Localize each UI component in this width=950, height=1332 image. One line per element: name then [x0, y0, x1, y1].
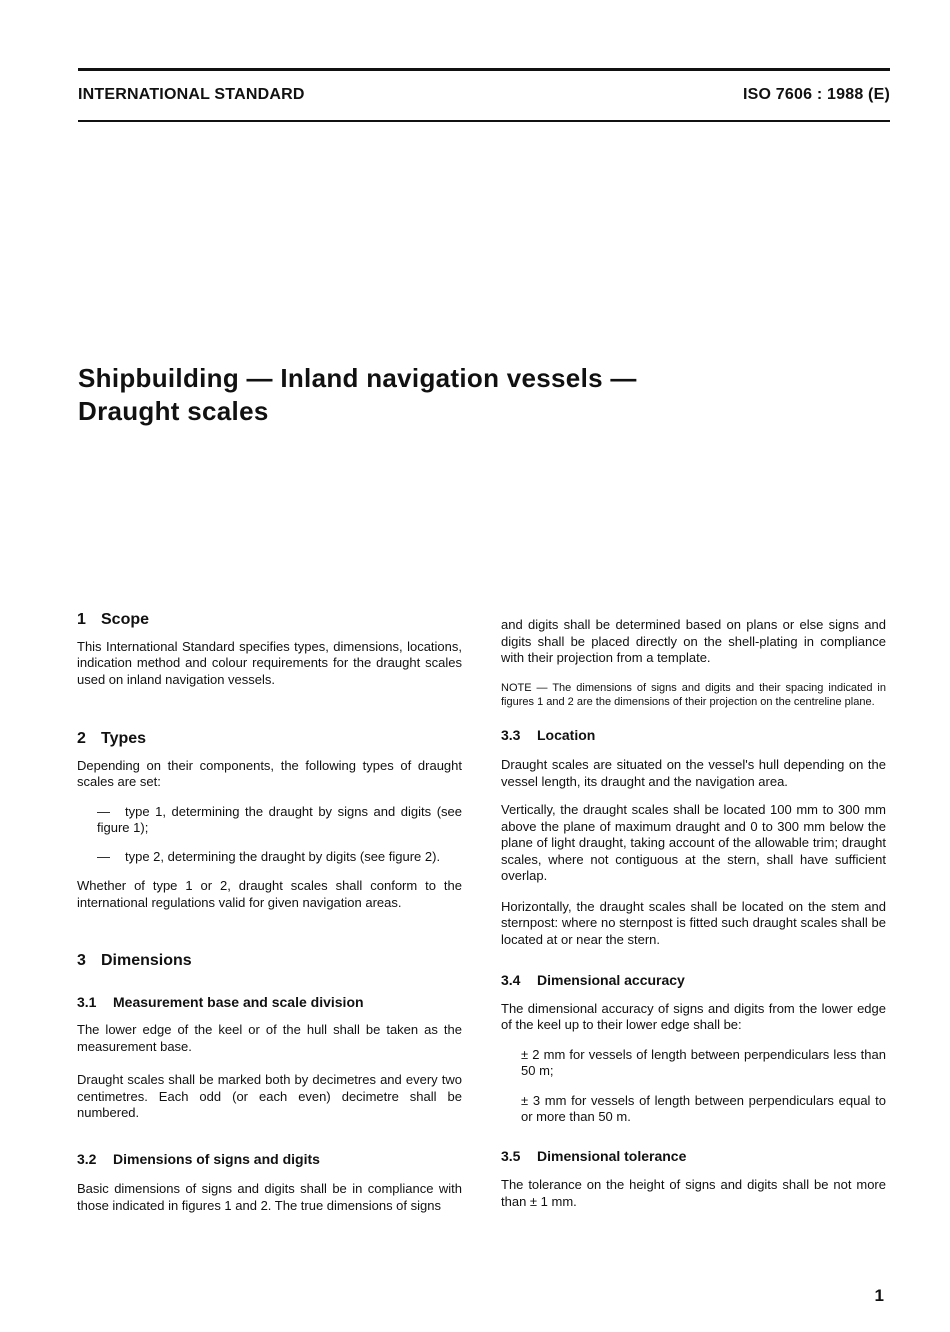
- title-line-2: Draught scales: [78, 396, 269, 426]
- header-top-rule: [78, 68, 890, 71]
- section-3-5-heading: 3.5 Dimensional tolerance: [501, 1147, 687, 1164]
- scope-paragraph: This International Standard specifies types, dimensions, locations, indication method and colour requirements for the draught scales used on inland navigation vessels.: [77, 638, 462, 687]
- section-3-2-heading: 3.2 Dimensions of signs and digits: [77, 1150, 320, 1167]
- types-conformity-paragraph: Whether of type 1 or 2, draught scales shall conform to the international regulations valid for given navigation areas.: [77, 878, 462, 910]
- header-bottom-rule: [78, 120, 890, 122]
- section-3-3-heading: 3.3 Location: [501, 726, 596, 743]
- types-list-item-1: — type 1, determining the draught by signs and digits (see figure 1);: [97, 803, 462, 835]
- section-3-1-heading: 3.1 Measurement base and scale division: [77, 993, 364, 1010]
- dimensions-signs-paragraph-continued: and digits shall be determined based on plans or else signs and digits shall be placed directly on the shell-plating in compliance with their projection from a template.: [501, 617, 886, 665]
- dimensions-note: NOTE — The dimensions of signs and digits and their spacing indicated in figures 1 and 2 are the dimensions of their projection on the centreline plane.: [501, 681, 886, 708]
- location-vertical-paragraph: Vertically, the draught scales shall be located 100 mm to 300 mm above the plane of maximum draught and 0 to 300 mm below the plane of light draught, taking account of the allowable trim; draught scales, where not contiguous at the stern, shall have sufficient overlap.: [501, 802, 886, 883]
- accuracy-item-less-50m: ± 2 mm for vessels of length between perpendiculars less than 50 m;: [521, 1046, 886, 1078]
- types-list-item-2: — type 2, determining the draught by digits (see figure 2).: [97, 848, 441, 864]
- location-horizontal-paragraph: Horizontally, the draught scales shall be located on the stem and sternpost: where no sternpost is fitted such draught scales shall be located at or near the stern.: [501, 898, 886, 947]
- measurement-base-paragraph: The lower edge of the keel or of the hull shall be taken as the measurement base.: [77, 1022, 462, 1054]
- right-column: [501, 612, 886, 1210]
- header-document-number: ISO 7606 : 1988 (E): [743, 86, 890, 103]
- section-1-heading: 1 Scope: [77, 611, 150, 628]
- section-3-heading: 3 Dimensions: [77, 952, 192, 969]
- title-line-1: Shipbuilding — Inland navigation vessels —: [78, 363, 637, 393]
- left-column: [77, 612, 462, 1214]
- types-intro-paragraph: Depending on their components, the following types of draught scales are set:: [77, 757, 462, 789]
- accuracy-intro-paragraph: The dimensional accuracy of signs and digits from the lower edge of the keel up to their lower edge shall be:: [501, 1000, 886, 1032]
- document-title: [78, 362, 637, 428]
- section-2-heading: 2 Types: [77, 730, 147, 747]
- tolerance-paragraph: The tolerance on the height of signs and digits shall be not more than ± 1 mm.: [501, 1177, 886, 1209]
- page-number: 1: [874, 1286, 884, 1305]
- scale-division-paragraph: Draught scales shall be marked both by decimetres and every two centimetres. Each odd (or each even) decimetre shall be numbered.: [77, 1072, 462, 1120]
- accuracy-item-50m-or-more: ± 3 mm for vessels of length between perpendiculars equal to or more than 50 m.: [521, 1092, 886, 1124]
- dimensions-signs-paragraph: Basic dimensions of signs and digits shall be in compliance with those indicated in figures 1 and 2. The true dimensions of signs: [77, 1181, 462, 1213]
- section-3-4-heading: 3.4 Dimensional accuracy: [501, 972, 685, 988]
- header-standard-label: INTERNATIONAL STANDARD: [78, 86, 305, 103]
- location-paragraph-1: Draught scales are situated on the vessel's hull depending on the vessel length, its draught and the navigation area.: [501, 757, 886, 789]
